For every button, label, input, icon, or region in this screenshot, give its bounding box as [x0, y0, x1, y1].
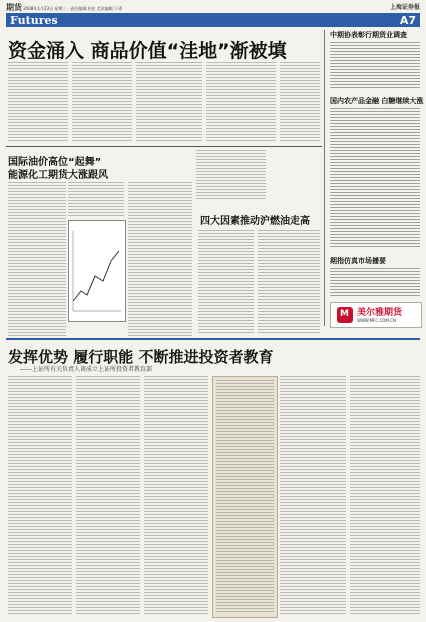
bottom-column-2	[76, 376, 140, 616]
story2-headline-2: 能源化工期货大涨跟风	[8, 170, 108, 181]
story2-column-3	[128, 182, 192, 337]
bottom-headline: 发挥优势 履行职能 不断推进投资者教育	[8, 348, 274, 366]
divider-1	[6, 146, 322, 147]
story1-column-4	[206, 62, 276, 142]
main-headline: 资金涌入 商品价值“洼地”渐被填	[8, 40, 287, 62]
sidebar-heading-3: 期指仿真市场播要	[330, 257, 386, 265]
sidebar-text-3	[330, 268, 420, 298]
divider-2	[6, 338, 420, 340]
advertisement[interactable]	[330, 302, 422, 328]
sidebar-text-1	[330, 42, 420, 90]
ad-url: WWW.MFC.COM.CN	[357, 318, 396, 323]
sidebar-text-2	[330, 108, 420, 248]
story1-column-1	[8, 62, 68, 142]
story1-continued-column	[196, 150, 266, 200]
sidebar-divider	[324, 30, 325, 326]
story3-column-1	[198, 230, 254, 335]
bottom-column-5	[280, 376, 346, 616]
bottom-column-1	[8, 376, 72, 616]
bottom-column-3	[144, 376, 208, 616]
story1-column-3	[136, 62, 202, 142]
story3-column-2	[258, 230, 320, 335]
page-header	[6, 4, 420, 12]
sidebar-heading-2: 国内农产品金融 白糖继续大涨	[330, 97, 424, 105]
story2-chart-image	[68, 220, 126, 322]
section-label: 期货	[6, 3, 22, 12]
story2-column-1	[8, 182, 66, 337]
story3-headline: 四大因素推动沪燃油走高	[200, 216, 310, 227]
bottom-subhead: ——上证所有关负责人谈成立上证所投资者教育部	[20, 366, 153, 373]
bottom-column-6	[350, 376, 420, 616]
section-banner	[6, 13, 420, 27]
sidebar-heading-1: 中期协表彰行期货业调查	[330, 31, 407, 39]
chart-graphic	[69, 221, 125, 321]
story1-column-5	[280, 62, 320, 142]
header-meta: 2008年1月23日 星期三 · 责任编辑:杜宏 美术编辑:于勇	[23, 6, 123, 11]
brand-logo-icon: M	[337, 307, 353, 323]
page-number: A7	[399, 14, 416, 27]
paper-name: 上海证券报	[389, 4, 420, 11]
pullout-text	[216, 380, 274, 614]
story2-column-2-top	[68, 182, 124, 217]
banner-title: Futures	[10, 14, 58, 27]
story1-column-2	[72, 62, 132, 142]
ad-brand-name: 美尔雅期货	[357, 308, 403, 318]
story2-headline-1: 国际油价高位“起舞”	[8, 157, 102, 168]
bottom-pullout-box	[212, 376, 278, 618]
